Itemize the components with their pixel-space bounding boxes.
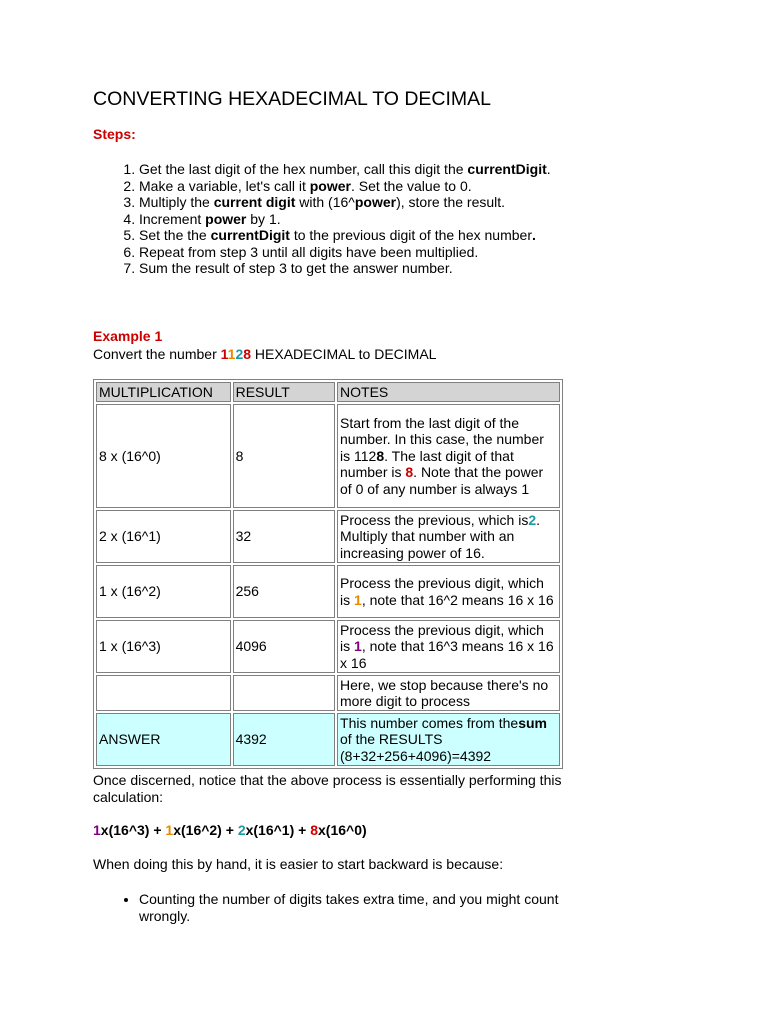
text-run: 1 (227, 346, 236, 362)
text-run: 1 (93, 822, 101, 838)
text-run: Sum the result of step 3 to get the answer number. (139, 260, 453, 276)
page-title: CONVERTING HEXADECIMAL TO DECIMAL (93, 88, 492, 110)
text-run: current digit (213, 194, 296, 210)
step-item (139, 260, 609, 277)
table-row (96, 565, 560, 618)
example-title: Example 1 (93, 328, 163, 344)
text-run: power (354, 194, 397, 210)
notes-cell (337, 713, 560, 766)
notes-cell (337, 620, 560, 673)
explanation-paragraph: Once discerned, notice that the above process is essentially performing this calculation: (93, 772, 562, 805)
text-run: . Note that the power of 0 of any number is always 1 (340, 464, 544, 497)
text-run: 2 (528, 511, 537, 528)
notes-cell (337, 675, 560, 711)
text-run: currentDigit (210, 227, 290, 243)
text-run: Multiply the (139, 194, 214, 210)
text-run: Repeat from step 3 until all digits have been multiplied. (139, 243, 479, 260)
backward-paragraph: When doing this by hand, it is easier to start backward is because: (93, 856, 504, 872)
list-item: • Counting the number of digits takes extra time, and you might count wrongly. (139, 891, 563, 924)
notes-cell (337, 565, 560, 618)
answer-value-cell: 4392 (233, 713, 335, 766)
text-run: 2 (235, 346, 244, 362)
table-row (96, 510, 560, 563)
example-desc-prefix: Convert the number (93, 346, 221, 362)
step-item (139, 194, 609, 211)
step-item (139, 161, 609, 178)
text-run: power (205, 210, 247, 227)
multiplication-cell: 8 x (16^0) (96, 404, 231, 508)
result-cell (233, 675, 335, 711)
table-row (96, 620, 560, 673)
text-run: currentDigit (467, 161, 547, 177)
example-description (93, 346, 436, 363)
result-cell: 8 (233, 404, 335, 508)
text-run: 8 (376, 447, 385, 464)
column-header: RESULT (233, 382, 335, 402)
text-run: x(16^1) + (245, 822, 311, 838)
multiplication-cell: 1 x (16^3) (96, 620, 231, 673)
answer-row (96, 713, 560, 766)
text-run: 1 (354, 591, 362, 608)
text-run: 1 (220, 346, 228, 362)
result-cell: 4096 (233, 620, 335, 673)
text-run: , note that 16^2 means 16 x 16 (361, 591, 554, 608)
step-item (139, 227, 609, 244)
text-run: Set the the (139, 227, 211, 243)
answer-label-cell: ANSWER (96, 713, 231, 766)
text-run: x(16^0) (318, 822, 367, 838)
text-run: 1 (354, 638, 362, 655)
text-run: with (16^ (295, 194, 355, 210)
text-run: Process the previous digit, which is (340, 575, 544, 608)
text-run: Make a variable, let's call it (139, 177, 310, 194)
multiplication-cell: 2 x (16^1) (96, 510, 231, 563)
text-run: Process the previous digit, which is (340, 621, 544, 655)
multiplication-cell (96, 675, 231, 711)
text-run: 1 (165, 822, 174, 838)
table-row (96, 675, 560, 711)
text-run: 8 (310, 822, 319, 838)
result-cell: 256 (233, 565, 335, 618)
text-run: 8 (243, 346, 252, 362)
text-run: . Multiply that number with an increasing power of 16. (340, 511, 541, 561)
text-run: . (546, 161, 551, 177)
notes-cell (337, 404, 560, 508)
text-run: Process the previous, which is (340, 511, 529, 528)
step-item (139, 211, 609, 228)
result-cell: 32 (233, 510, 335, 563)
conversion-table (93, 379, 563, 769)
text-run: sum (518, 714, 547, 731)
text-run: by 1. (246, 210, 281, 227)
text-run: . (532, 227, 536, 243)
steps-list (93, 161, 609, 277)
text-run: power (309, 177, 351, 194)
text-run: , note that 16^3 means 16 x 16 x 16 (340, 638, 554, 671)
example-number (221, 346, 251, 362)
notes-cell (337, 510, 560, 563)
table-header-row (96, 382, 560, 402)
text-run: Increment (139, 210, 206, 227)
text-run: ), store the result. (396, 194, 506, 210)
column-header: MULTIPLICATION (96, 382, 231, 402)
text-run: to the previous digit of the hex number (289, 227, 532, 243)
text-run: Get the last digit of the hex number, call this digit the (139, 161, 468, 177)
steps-heading: Steps: (93, 126, 136, 142)
step-item (139, 178, 609, 195)
table-row (96, 404, 560, 508)
multiplication-cell: 1 x (16^2) (96, 565, 231, 618)
example-desc-suffix: HEXADECIMAL to DECIMAL (251, 346, 437, 362)
step-item (139, 244, 609, 261)
text-run: 2 (237, 822, 246, 838)
formula (93, 822, 367, 839)
text-run: This number comes from the (340, 714, 519, 731)
text-run: 8 (405, 464, 414, 481)
text-run: x(16^3) + (100, 822, 166, 838)
column-header: NOTES (337, 382, 560, 402)
reasons-list (93, 891, 563, 924)
text-run: . Set the value to 0. (350, 177, 472, 194)
text-run: of the RESULTS (8+32+256+4096)=4392 (340, 731, 492, 764)
text-run: . The last digit of that number is (340, 447, 514, 481)
text-run: Here, we stop because there's no more digit to process (340, 676, 549, 709)
text-run: Start from the last digit of the number. In this case, the number is 112 (340, 414, 544, 464)
text-run: x(16^2) + (173, 822, 238, 838)
